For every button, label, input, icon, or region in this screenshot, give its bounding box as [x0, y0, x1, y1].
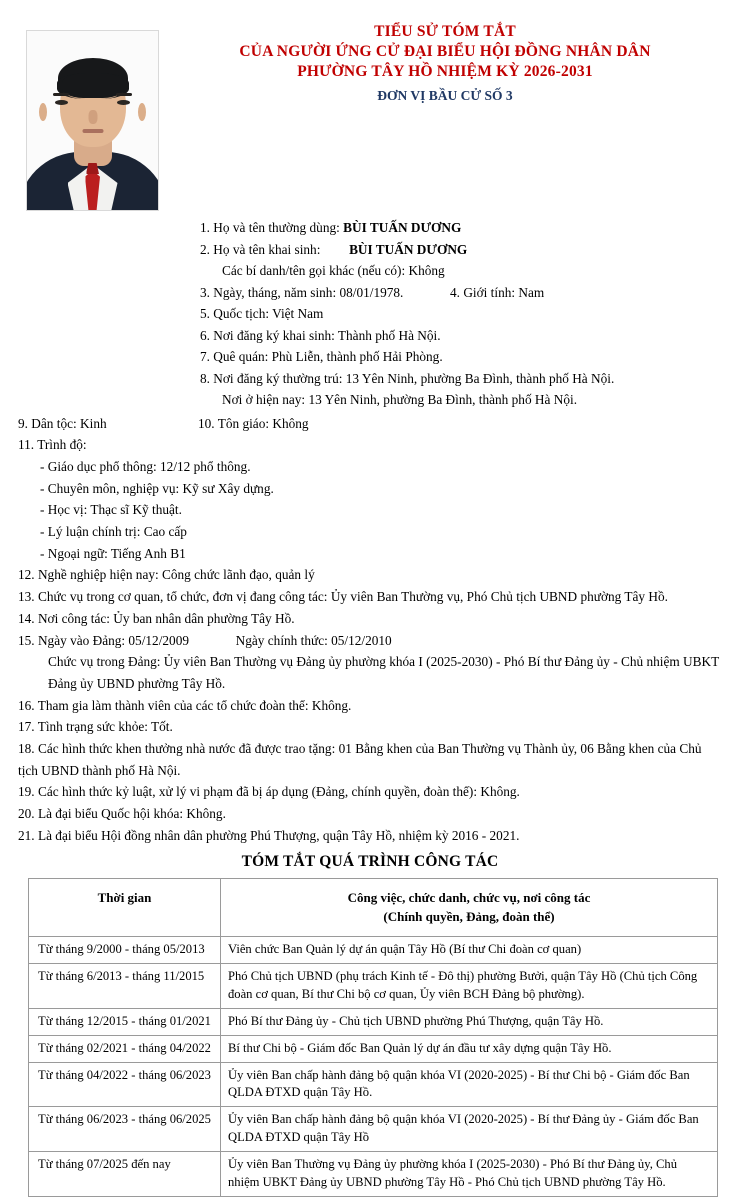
career-cell-work: Phó Bí thư Đảng ủy - Chủ tịch UBND phường Phú Thượng, quận Tây Hồ. [221, 1008, 718, 1035]
career-cell-work: Ủy viên Ban chấp hành đảng bộ quận khóa VI (2020-2025) - Bí thư Chi bộ - Giám đốc Ban QLDA ĐTXD quận Tây Hồ. [221, 1062, 718, 1107]
info-item-11-foreign-language: - Ngoại ngữ: Tiếng Anh B1 [40, 545, 186, 561]
career-table-body [29, 937, 718, 1197]
info-item-14: 14. Nơi công tác: Ủy ban nhân dân phường Tây Hồ. [18, 610, 295, 626]
career-cell-work: Ủy viên Ban Thường vụ Đảng ủy phường khóa I (2025-2030) - Phó Bí thư Đảng ủy, Chủ nhiệm UBKT Đảng ủy UBND phường Tây Hồ - Phó Chủ tịch UBND phường Tây Hồ. [221, 1152, 718, 1197]
career-col-header-work-line2: (Chính quyền, Đảng, đoàn thể) [383, 908, 555, 924]
info-item-4: 4. Giới tính: Nam [450, 284, 545, 300]
info-item-19: 19. Các hình thức kỷ luật, xử lý vi phạm đã bị áp dụng (Đảng, chính quyền, đoàn thể): Không. [18, 784, 520, 800]
career-col-header-work-line1: Công việc, chức danh, chức vụ, nơi công tác [347, 890, 591, 906]
info-item-11-political-theory: - Lý luận chính trị: Cao cấp [40, 524, 187, 540]
personal-info-lower [0, 413, 740, 846]
info-item-8: 8. Nơi đăng ký thường trú: 13 Yên Ninh, phường Ba Đình, thành phố Hà Nội. [200, 370, 615, 386]
career-cell-time: Từ tháng 9/2000 - tháng 05/2013 [29, 937, 221, 964]
info-item-15 [18, 630, 724, 652]
career-summary-table [28, 878, 718, 1197]
info-item-2 [200, 239, 726, 261]
info-item-11-general-education: - Giáo dục phổ thông: 12/12 phổ thông. [40, 459, 251, 475]
info-item-11-profession: - Chuyên môn, nghiệp vụ: Kỹ sư Xây dựng. [40, 480, 274, 496]
info-item-15-official-date: Ngày chính thức: 05/12/2010 [235, 632, 392, 648]
info-item-12: 12. Nghề nghiệp hiện nay: Công chức lãnh đạo, quản lý [18, 567, 315, 583]
info-item-1 [200, 217, 726, 239]
career-cell-time: Từ tháng 06/2023 - tháng 06/2025 [29, 1107, 221, 1152]
info-item-1-value: BÙI TUẤN DƯƠNG [343, 220, 462, 235]
career-table-row [29, 937, 718, 964]
info-item-9: 9. Dân tộc: Kinh [18, 415, 107, 431]
career-cell-time: Từ tháng 02/2021 - tháng 04/2022 [29, 1035, 221, 1062]
info-item-2-alias: Các bí danh/tên gọi khác (nếu có): Không [222, 263, 445, 279]
portrait-photo-container [18, 18, 168, 211]
info-item-6: 6. Nơi đăng ký khai sinh: Thành phố Hà Nội. [200, 327, 441, 343]
career-cell-work: Viên chức Ban Quản lý dự án quận Tây Hồ (Bí thư Chi đoàn cơ quan) [221, 937, 718, 964]
career-cell-work: Ủy viên Ban chấp hành đảng bộ quận khóa VI (2020-2025) - Bí thư Đảng ủy - Giám đốc Ban QLDA ĐTXD quận Tây Hồ [221, 1107, 718, 1152]
info-item-9-10 [18, 413, 724, 435]
info-item-3-4 [200, 282, 726, 304]
document-title-line-3: PHƯỜNG TÂY HỒ NHIỆM KỲ 2026-2031 [297, 62, 593, 80]
career-table-row [29, 1152, 718, 1197]
career-cell-work: Bí thư Chi bộ - Giám đốc Ban Quản lý dự án đầu tư xây dựng quận Tây Hồ. [221, 1035, 718, 1062]
info-item-10: 10. Tôn giáo: Không [198, 415, 309, 431]
info-item-20: 20. Là đại biểu Quốc hội khóa: Không. [18, 805, 226, 821]
document-title-line-2: CỦA NGƯỜI ỨNG CỬ ĐẠI BIỂU HỘI ĐỒNG NHÂN DÂN [239, 42, 651, 60]
info-item-17: 17. Tình trạng sức khỏe: Tốt. [18, 719, 173, 735]
info-item-15-party-position: Chức vụ trong Đảng: Ủy viên Ban Thường vụ Đảng ủy phường khóa I (2025-2030) - Phó Bí thư Đảng ủy - Chủ nhiệm UBKT Đảng ủy UBND phường Tây Hồ. [48, 654, 719, 691]
career-table-head [29, 879, 718, 937]
info-item-8-current-address: Nơi ở hiện nay: 13 Yên Ninh, phường Ba Đình, thành phố Hà Nội. [222, 392, 578, 408]
info-item-2-label: 2. Họ và tên khai sinh: [200, 241, 321, 257]
info-item-1-label: 1. Họ và tên thường dùng: [200, 220, 340, 235]
document-title-line-1: TIỂU SỬ TÓM TẮT [374, 23, 516, 40]
document-header [0, 0, 740, 211]
info-item-2-value: BÙI TUẤN DƯƠNG [349, 241, 468, 257]
career-cell-time: Từ tháng 6/2013 - tháng 11/2015 [29, 964, 221, 1009]
career-cell-work: Phó Chủ tịch UBND (phụ trách Kinh tế - Đô thị) phường Bưởi, quận Tây Hồ (Chủ tịch Công đoàn cơ quan, Bí thư Chi bộ cơ quan, Ủy viên BCH Đảng bộ phường). [221, 964, 718, 1009]
personal-info-upper [200, 217, 740, 411]
career-table-row [29, 1035, 718, 1062]
info-item-16: 16. Tham gia làm thành viên của các tổ chức đoàn thể: Không. [18, 697, 352, 713]
career-cell-time: Từ tháng 07/2025 đến nay [29, 1152, 221, 1197]
info-item-15-party-join-date: 15. Ngày vào Đảng: 05/12/2009 [18, 632, 189, 648]
info-item-3: 3. Ngày, tháng, năm sinh: 08/01/1978. [200, 284, 404, 300]
info-item-18: 18. Các hình thức khen thưởng nhà nước đã được trao tặng: 01 Bằng khen của Ban Thường vụ Thành ủy, 06 Bằng khen của Chủ tịch UBND thành phố Hà Nội. [18, 740, 702, 778]
info-item-7: 7. Quê quán: Phù Liễn, thành phố Hải Phòng. [200, 349, 443, 365]
electoral-unit-subtitle: ĐƠN VỊ BẦU CỬ SỐ 3 [377, 88, 513, 104]
info-item-11-academic-degree: - Học vị: Thạc sĩ Kỹ thuật. [40, 502, 182, 518]
info-item-13: 13. Chức vụ trong cơ quan, tổ chức, đơn vị đang công tác: Ủy viên Ban Thường vụ, Phó Chủ tịch UBND phường Tây Hồ. [18, 589, 668, 605]
title-block [168, 18, 730, 104]
career-table-row [29, 1062, 718, 1107]
career-cell-time: Từ tháng 12/2015 - tháng 01/2021 [29, 1008, 221, 1035]
career-table-wrapper [0, 878, 740, 1197]
career-table-row [29, 964, 718, 1009]
career-table-row [29, 1107, 718, 1152]
info-item-21: 21. Là đại biểu Hội đồng nhân dân phường Phú Thượng, quận Tây Hồ, nhiệm kỳ 2016 - 2021. [18, 827, 520, 843]
info-item-5: 5. Quốc tịch: Việt Nam [200, 306, 324, 322]
candidate-portrait-photo [26, 30, 159, 211]
career-col-header-work [221, 879, 718, 937]
career-col-header-time: Thời gian [29, 879, 221, 937]
info-item-11: 11. Trình độ: [18, 437, 87, 453]
career-table-row [29, 1008, 718, 1035]
career-cell-time: Từ tháng 04/2022 - tháng 06/2023 [29, 1062, 221, 1107]
career-section-heading: TÓM TẮT QUÁ TRÌNH CÔNG TÁC [241, 853, 499, 871]
career-table-header-row [29, 879, 718, 937]
